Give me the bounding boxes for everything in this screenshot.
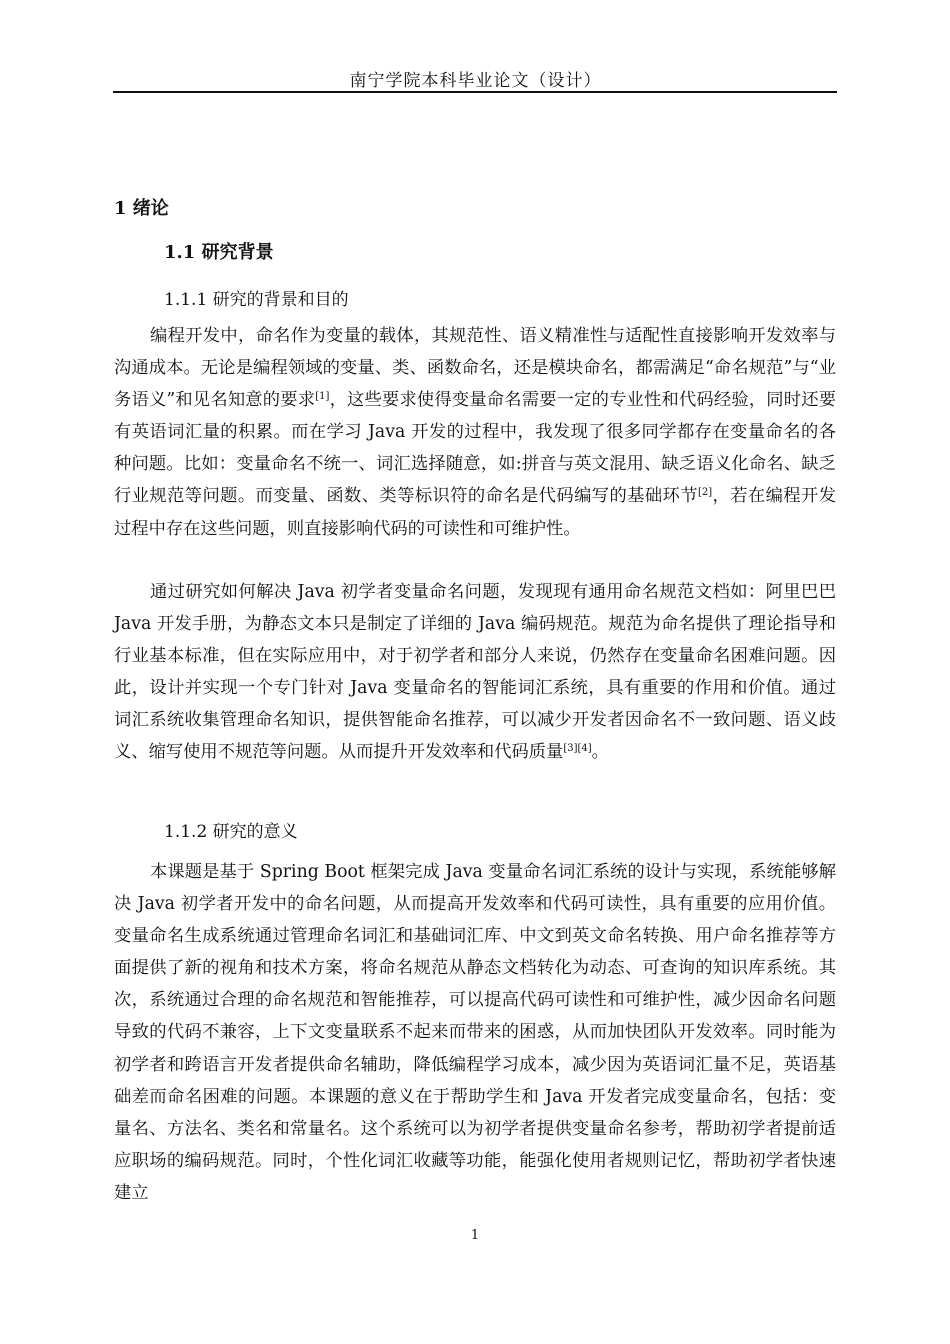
paragraph-significance: 本课题是基于 Spring Boot 框架完成 Java 变量命名词汇系统的设计与实现，系统能够解决 Java 初学者开发中的命名问题，从而提高开发效率和代码可读性，具有重要的应用价值。变量命名生成系统通过管理命名词汇和基础词汇库、中文到英文命名转换、用户命名推荐等方面提供了新的视角和技术方案，将命名规范从静态文档转化为动态、可查询的知识库系统。其次，系统通过合理的命名规范和智能推荐，可以提高代码可读性和可维护性，减少因命名问题导致的代码不兼容，上下文变量联系不起来而带来的困惑，从而加快团队开发效率。同时能为初学者和跨语言开发者提供命名辅助，降低编程学习成本，减少因为英语词汇量不足，英语基础差而命名困难的问题。本课题的意义在于帮助学生和 Java 开发者完成变量命名，包括：变量名、方法名、类名和常量名。这个系统可以为初学者提供变量命名参考，帮助初学者提前适应职场的编码规范。同时，个性化词汇收藏等功能，能强化使用者规则记忆，帮助初学者快速建立 (114, 862, 836, 1203)
citation-ref: [2] (697, 487, 713, 499)
citation-ref: [1] (315, 391, 330, 403)
paragraph-background (114, 320, 836, 545)
paragraph-text: ，若在编程开发过程中存在这些问题，则直接影响代码的可读性和可维护性。 (114, 486, 836, 539)
chapter-heading: 1 绪论 (114, 198, 169, 219)
page-number: 1 (470, 1228, 480, 1243)
subsection-heading-significance: 1.1.2 研究的意义 (164, 822, 298, 842)
paragraph-text: ，这些要求使得变量命名需要一定的专业性和代码经验，同时还要有英语词汇量的积累。而在学习 Java 开发的过程中，我发现了很多同学都存在变量命名的各种问题。比如：变量命名不统一、词汇选择随意，如:拼音与英文混用、缺乏语义化命名、缺乏行业规范等问题。而变量、函数、类等标识符的命名是代码编写的基础环节 (114, 390, 836, 507)
paragraph-purpose (114, 576, 836, 769)
header-rule (113, 91, 837, 93)
paragraph-text: 通过研究如何解决 Java 初学者变量命名问题，发现现有通用命名规范文档如：阿里巴巴 Java 开发手册，为静态文本只是制定了详细的 Java 编码规范。规范为命名提供了理论指导和行业基本标准，但在实际应用中，对于初学者和部分人来说，仍然存在变量命名困难问题。因此，设计并实现一个专门针对 Java 变量命名的智能词汇系统，具有重要的作用和价值。通过词汇系统收集管理命名知识，提供智能命名推荐，可以减少开发者因命名不一致问题、语义歧义、缩写使用不规范等问题。从而提升开发效率和代码质量 (114, 582, 836, 763)
paragraph-text: 编程开发中，命名作为变量的载体，其规范性、语义精准性与适配性直接影响开发效率与沟通成本。无论是编程领域的变量、类、函数命名，还是模块命名，都需满足“命名规范”与“业务语义”和见名知意的要求 (114, 326, 836, 411)
page-header-title: 南宁学院本科毕业论文（设计） (349, 71, 602, 91)
citation-ref: [3][4] (563, 743, 592, 755)
paragraph-text: 。 (591, 742, 609, 763)
subsection-heading-background: 1.1.1 研究的背景和目的 (164, 290, 349, 310)
section-heading: 1.1 研究背景 (164, 242, 274, 263)
